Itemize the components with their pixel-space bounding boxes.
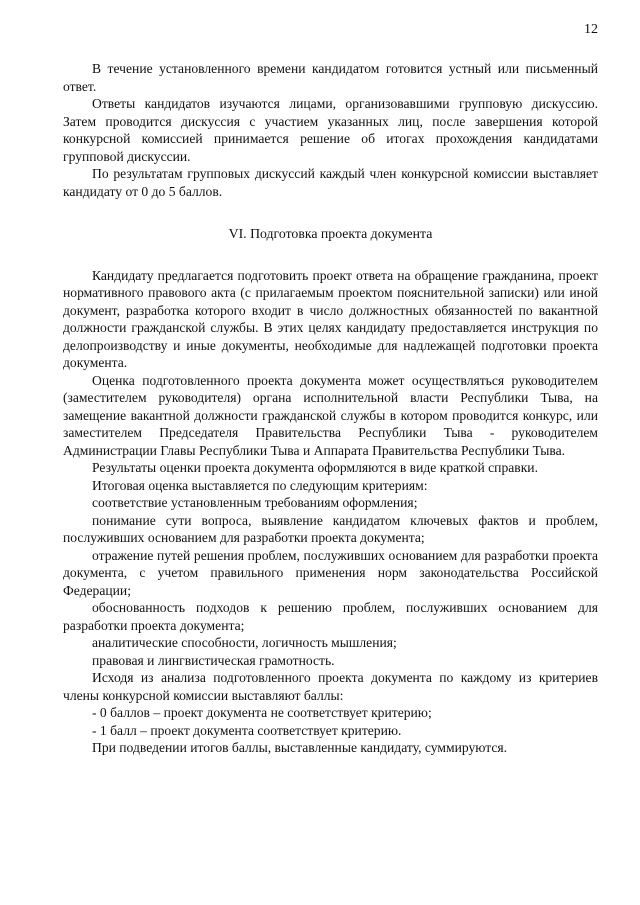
criterion-analytical: аналитические способности, логичность мышления; xyxy=(92,635,397,650)
section-group-discussion xyxy=(63,60,598,200)
paragraph-results-reference: Результаты оценки проекта документа оформляются в виде краткой справки. xyxy=(92,460,538,475)
paragraph-task-description: Кандидату предлагается подготовить проект ответа на обращение гражданина, проект нормативного правового акта (с прилагаемым проектом пояснительной записки) или иной документ, разработка которого входит в число должностных обязанностей по вакантной должности гражданской службы. В этих целях кандидату предоставляется инструкция по делопроизводству и иные документы, необходимые для надлежащей подготовки проекта документа. xyxy=(63,267,598,370)
criterion-formatting: соответствие установленным требованиям оформления; xyxy=(92,495,418,510)
criterion-literacy: правовая и лингвистическая грамотность. xyxy=(92,652,335,668)
paragraph-oral-written-answer: В течение установленного времени кандидатом готовится устный или письменный ответ. xyxy=(63,61,598,94)
section-document-preparation xyxy=(63,267,598,757)
score-one: - 1 балл – проект документа соответствует критерию. xyxy=(92,722,402,738)
criterion-understanding: понимание сути вопроса, выявление кандидатом ключевых фактов и проблем, послуживших основанием для разработки проекта документа; xyxy=(63,512,598,545)
paragraph-evaluator: Оценка подготовленного проекта документа может осуществляться руководителем (заместителем руководителя) органа исполнительной власти Республики Тыва, на замещение вакантной должности гражданской службы в котором проводится конкурс, или заместителем Председателя Правительства Республики Тыва - руководителем Администрации Главы Республики Тыва и Аппарата Правительства Республики Тыва. xyxy=(63,372,598,458)
criterion-justification: обоснованность подходов к решению проблем, послуживших основанием для разработки проекта документа; xyxy=(63,600,598,633)
paragraph-discussion-score: По результатам групповых дискуссий каждый член конкурсной комиссии выставляет кандидату от 0 до 5 баллов. xyxy=(63,166,598,199)
paragraph-criteria-intro: Итоговая оценка выставляется по следующим критериям: xyxy=(92,477,428,493)
paragraph-scoring-intro: Исходя из анализа подготовленного проекта документа по каждому из критериев члены конкурсной комиссии выставляют баллы: xyxy=(63,670,598,703)
criterion-solutions: отражение путей решения проблем, послуживших основанием для разработки проекта документа, с учетом правильного применения норм законодательства Российской Федерации; xyxy=(63,547,598,598)
document-body xyxy=(63,60,598,757)
paragraph-answers-studied: Ответы кандидатов изучаются лицами, организовавшими групповую дискуссию. Затем проводится дискуссия с участием указанных лиц, после завершения которой конкурсной комиссией принимается решение об итогах прохождения кандидатами групповой дискуссии. xyxy=(63,96,598,164)
score-zero: - 0 баллов – проект документа не соответствует критерию; xyxy=(92,705,432,720)
page-number: 12 xyxy=(584,22,598,37)
paragraph-summation: При подведении итогов баллы, выставленные кандидату, суммируются. xyxy=(92,740,508,755)
section-heading: VI. Подготовка проекта документа xyxy=(228,226,433,241)
